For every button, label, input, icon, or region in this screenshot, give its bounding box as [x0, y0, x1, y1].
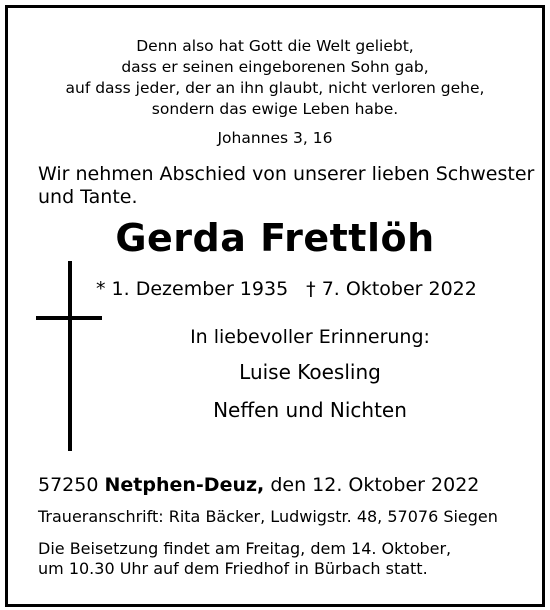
postcode: 57250: [38, 474, 99, 496]
farewell-intro: [38, 163, 538, 209]
place-and-date: [38, 474, 479, 496]
birth-date: * 1. Dezember 1935: [96, 278, 289, 300]
deceased-name: Gerda Frettlöh: [115, 216, 435, 260]
town: Netphen-Deuz,: [104, 474, 265, 496]
verse-reference: Johannes 3, 16: [217, 129, 333, 147]
intro-line-2: und Tante.: [38, 186, 138, 208]
bible-verse: [8, 36, 542, 120]
verse-line-1: Denn also hat Gott die Welt geliebt,: [136, 37, 414, 55]
notice-date: den 12. Oktober 2022: [270, 474, 480, 496]
cross-horizontal-bar: [36, 316, 102, 320]
death-date: † 7. Oktober 2022: [306, 278, 477, 300]
funeral-info: [38, 539, 451, 579]
cross-vertical-bar: [68, 261, 72, 451]
mourner-1: Luise Koesling: [239, 360, 381, 384]
funeral-line-2: um 10.30 Uhr auf dem Friedhof in Bürbach statt.: [38, 559, 428, 578]
mourning-address: Traueranschrift: Rita Bäcker, Ludwigstr. 48, 57076 Siegen: [38, 507, 498, 526]
memory-line: In liebevoller Erinnerung:: [190, 326, 430, 348]
verse-line-3: auf dass jeder, der an ihn glaubt, nicht verloren gehe,: [65, 79, 485, 97]
verse-line-2: dass er seinen eingeborenen Sohn gab,: [121, 58, 429, 76]
funeral-line-1: Die Beisetzung findet am Freitag, dem 14. Oktober,: [38, 539, 452, 558]
life-dates: [96, 278, 477, 300]
obituary-notice: [5, 5, 545, 607]
intro-line-1: Wir nehmen Abschied von unserer lieben Schwester: [38, 163, 535, 185]
mourner-2: Neffen und Nichten: [213, 398, 407, 422]
verse-line-4: sondern das ewige Leben habe.: [151, 100, 399, 118]
